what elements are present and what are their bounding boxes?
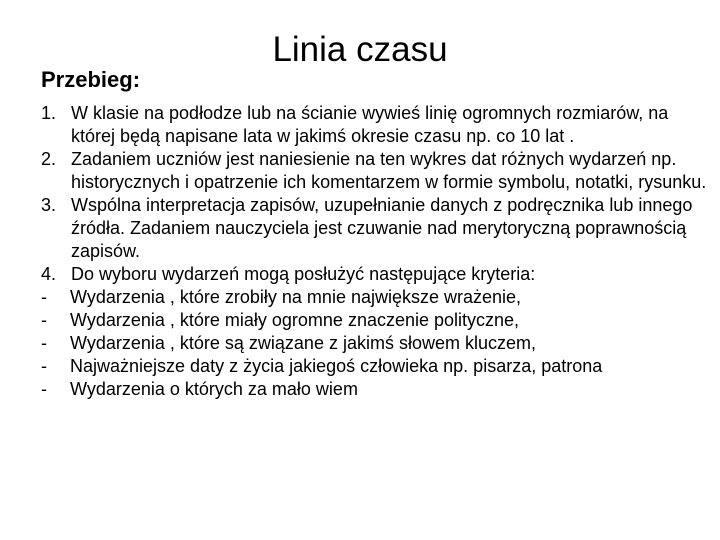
item-text: Do wyboru wydarzeń mogą posłużyć następujące kryteria: [71,264,536,284]
item-text: Wspólna interpretacja zapisów, uzupełnianie danych z podręcznika lub innego źródła. Zadaniem nauczyciela jest czuwanie nad merytoryczną poprawnością zapisów. [71,195,693,261]
dash-bullet: - [41,356,47,376]
dash-bullet: - [41,379,47,399]
numbered-item-3 [41,194,711,263]
dash-item-3 [41,332,711,355]
item-text: Wydarzenia , które są związane z jakimś słowem kluczem, [70,333,536,353]
dash-item-2 [41,309,711,332]
dash-item-1 [41,286,711,309]
item-number: 4. [41,264,57,284]
item-text: Najważniejsze daty z życia jakiegoś człowieka np. pisarza, patrona [70,356,603,376]
item-text: W klasie na podłodze lub na ścianie wywieś linię ogromnych rozmiarów, na której będą napisane lata w jakimś okresie czasu np. co 10 lat . [71,103,669,146]
item-text: Wydarzenia o których za mało wiem [70,379,358,399]
section-heading: Przebieg: [41,67,141,92]
item-text: Zadaniem uczniów jest naniesienie na ten wykres dat różnych wydarzeń np. historycznych i opatrzenie ich komentarzem w formie symbolu, notatki, rysunku. [71,149,707,192]
dash-item-5 [41,378,711,401]
dash-bullet: - [41,287,47,307]
item-text: Wydarzenia , które miały ogromne znaczenie polityczne, [70,310,520,330]
item-text: Wydarzenia , które zrobiły na mnie największe wrażenie, [70,287,522,307]
numbered-item-4 [41,263,711,286]
item-number: 1. [41,103,57,123]
item-number: 2. [41,149,57,169]
dash-bullet: - [41,310,47,330]
numbered-item-1 [41,102,711,148]
slide-title-text: Linia czasu [272,30,448,69]
slide-body [41,102,711,401]
dash-bullet: - [41,333,47,353]
dash-item-4 [41,355,711,378]
item-number: 3. [41,195,57,215]
numbered-item-2 [41,148,711,194]
